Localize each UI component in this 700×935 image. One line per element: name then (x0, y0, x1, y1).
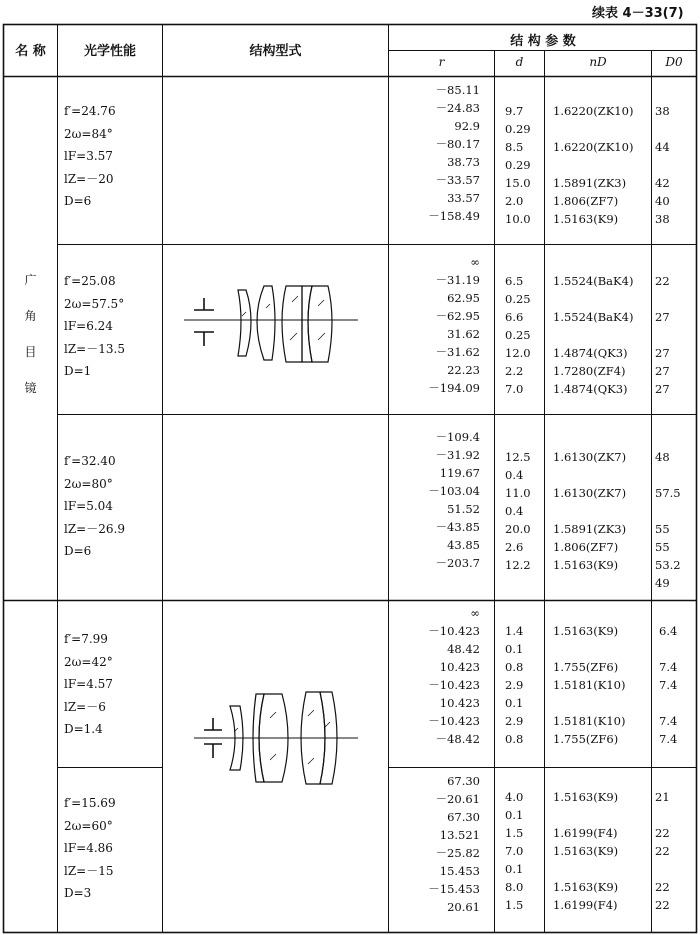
performance-row-4: f′=7.99 2ω=42° lF=4.57 lZ=－6 D=1.4 (64, 632, 113, 736)
category-label: 广 角 目 镜 (24, 273, 37, 395)
d-values-row-2: 6.5 0.25 6.6 0.25 12.0 2.2 7.0 (505, 274, 531, 396)
performance-row-5: f′=15.69 2ω=60° lF=4.86 lZ=－15 D=3 (64, 796, 116, 900)
header-r: r (438, 55, 445, 69)
header-d0: D0 (665, 55, 683, 69)
d0-values-row-1: 38 44 42 40 38 (655, 104, 670, 226)
n-values-row-4: 1.5163(K9) 1.755(ZF6) 1.5181(K10) 1.5181(K10) 1.755(ZF6) (553, 624, 626, 746)
r-values-row-1: －85.11 －24.83 92.9 －80.17 38.73 －33.57 33.57 －158.49 (428, 83, 480, 223)
d0-values-row-2: 22 27 27 27 27 (655, 274, 670, 396)
r-values-row-5: 67.30 －20.61 67.30 13.521 －25.82 15.453 －15.453 20.61 (428, 774, 480, 914)
lens-diagram-1 (180, 280, 370, 370)
d0-values-row-3: 48 57.5 55 55 53.2 49 (655, 450, 681, 590)
performance-row-2: f′=25.08 2ω=57.5° lF=6.24 lZ=－13.5 D=1 (64, 274, 125, 378)
lens-diagram-2 (190, 688, 370, 788)
performance-row-3: f′=32.40 2ω=80° lF=5.04 lZ=－26.9 D=6 (64, 454, 125, 558)
header-params: 结 构 参 数 (510, 34, 576, 49)
r-values-row-2: ∞ －31.19 62.95 －62.95 31.62 －31.62 22.23 －194.09 (428, 255, 480, 395)
r-values-row-4: ∞ －10.423 48.42 10.423 －10.423 10.423 －10.423 －48.42 (428, 606, 480, 746)
d-values-row-1: 9.7 0.29 8.5 0.29 15.0 2.0 10.0 (505, 104, 531, 226)
n-values-row-1: 1.6220(ZK10) 1.6220(ZK10) 1.5891(ZK3) 1.806(ZF7) 1.5163(K9) (553, 104, 634, 226)
header-name: 名 称 (15, 44, 46, 59)
header-structure: 结构型式 (249, 44, 302, 59)
d0-values-row-5: 21 22 22 22 22 (655, 790, 670, 912)
continued-table-label: 续表 4－33(7) (592, 6, 684, 21)
d-values-row-5: 4.0 0.1 1.5 7.0 0.1 8.0 1.5 (505, 790, 524, 912)
header-performance: 光学性能 (83, 44, 136, 59)
performance-row-1: f′=24.76 2ω=84° lF=3.57 lZ=－20 D=6 (64, 104, 116, 208)
r-values-row-3: －109.4 －31.92 119.67 －103.04 51.52 －43.85 43.85 －203.7 (428, 430, 480, 570)
header-d: d (515, 55, 524, 69)
d0-values-row-4: 6.4 7.4 7.4 7.4 7.4 (659, 624, 678, 746)
d-values-row-3: 12.5 0.4 11.0 0.4 20.0 2.6 12.2 (505, 450, 531, 572)
header-nd: nD (589, 55, 607, 69)
n-values-row-5: 1.5163(K9) 1.6199(F4) 1.5163(K9) 1.5163(K9) 1.6199(F4) (553, 790, 619, 912)
n-values-row-3: 1.6130(ZK7) 1.6130(ZK7) 1.5891(ZK3) 1.806(ZF7) 1.5163(K9) (553, 450, 627, 572)
d-values-row-4: 1.4 0.1 0.8 2.9 0.1 2.9 0.8 (505, 624, 524, 746)
n-values-row-2: 1.5524(BaK4) 1.5524(BaK4) 1.4874(QK3) 1.7280(ZF4) 1.4874(QK3) (553, 274, 634, 396)
